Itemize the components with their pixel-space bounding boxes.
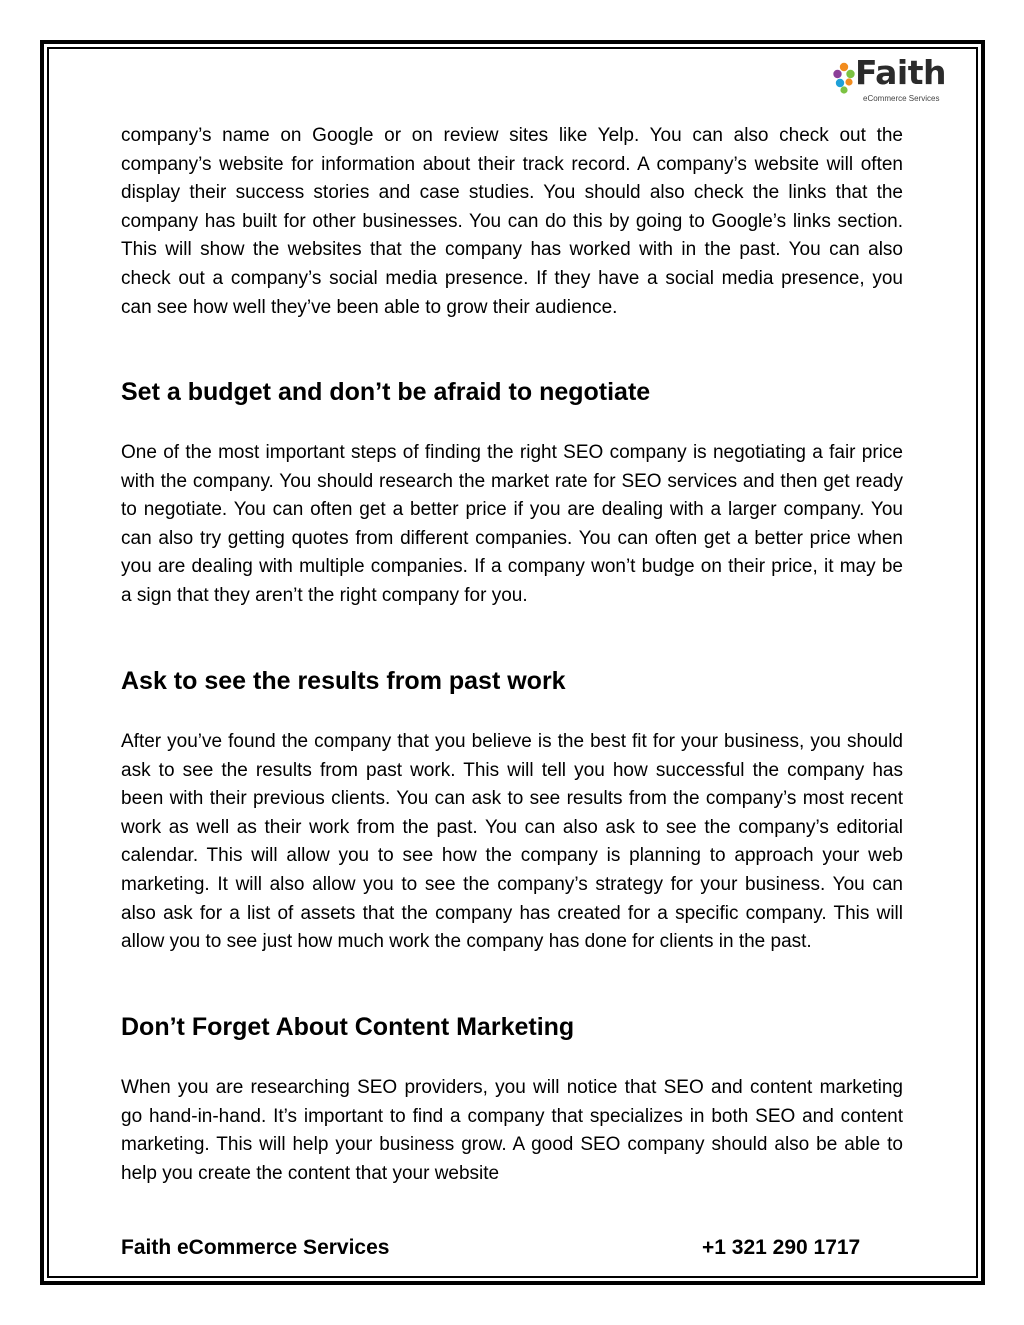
faith-logo <box>833 53 963 108</box>
footer-phone: +1 321 290 1717 <box>702 1236 861 1259</box>
logo-tagline: eCommerce Services <box>863 94 940 103</box>
heading-budget: Set a budget and don’t be afraid to negotiate <box>121 378 651 406</box>
results-paragraph: After you’ve found the company that you believe is the best fit for your business, you should ask to see the results from past work. This will tell you how successful the company has been with their previous clients. You can ask to see results from the company’s most recent work as well as their work from the past. You can also ask to see the company’s editorial calendar. This will allow you to see how the company is planning to approach your web marketing. It will also allow you to see the company’s strategy for your business. You can also ask for a list of assets that the company has created for a specific company. This will allow you to see just how much work the company has done for clients in the past. <box>121 731 903 953</box>
heading-content-marketing: Don’t Forget About Content Marketing <box>121 1013 575 1041</box>
footer-company-name: Faith eCommerce Services <box>121 1236 390 1259</box>
flower-logo-icon <box>833 62 855 96</box>
heading-results: Ask to see the results from past work <box>121 667 566 695</box>
intro-paragraph: company’s name on Google or on review sites like Yelp. You can also check out the company’s website for information about their track record. A company’s website will often display their success stories and case studies. You should also check the links that the company has built for other businesses. You can do this by going to Google’s links section. This will show the websites that the company has worked with in the past. You can also check out a company’s social media presence. If they have a social media presence, you can see how well they’ve been able to grow their audience. <box>121 125 903 318</box>
logo-wordmark: Faith <box>855 53 946 92</box>
budget-paragraph: One of the most important steps of finding the right SEO company is negotiating a fair price with the company. You should research the market rate for SEO services and then get ready to negotiate. You can often get a better price if you are dealing with a larger company. You can also try getting quotes from different companies. You can often get a better price when you are dealing with multiple companies. If a company won’t budge on their price, it may be a sign that they aren’t the right company for you. <box>121 442 903 606</box>
content-marketing-paragraph: When you are researching SEO providers, you will notice that SEO and content marketing go hand-in-hand. It’s important to find a company that specializes in both SEO and content marketing. This will help your business grow. A good SEO company should also be able to help you create the content that your website <box>121 1077 903 1184</box>
